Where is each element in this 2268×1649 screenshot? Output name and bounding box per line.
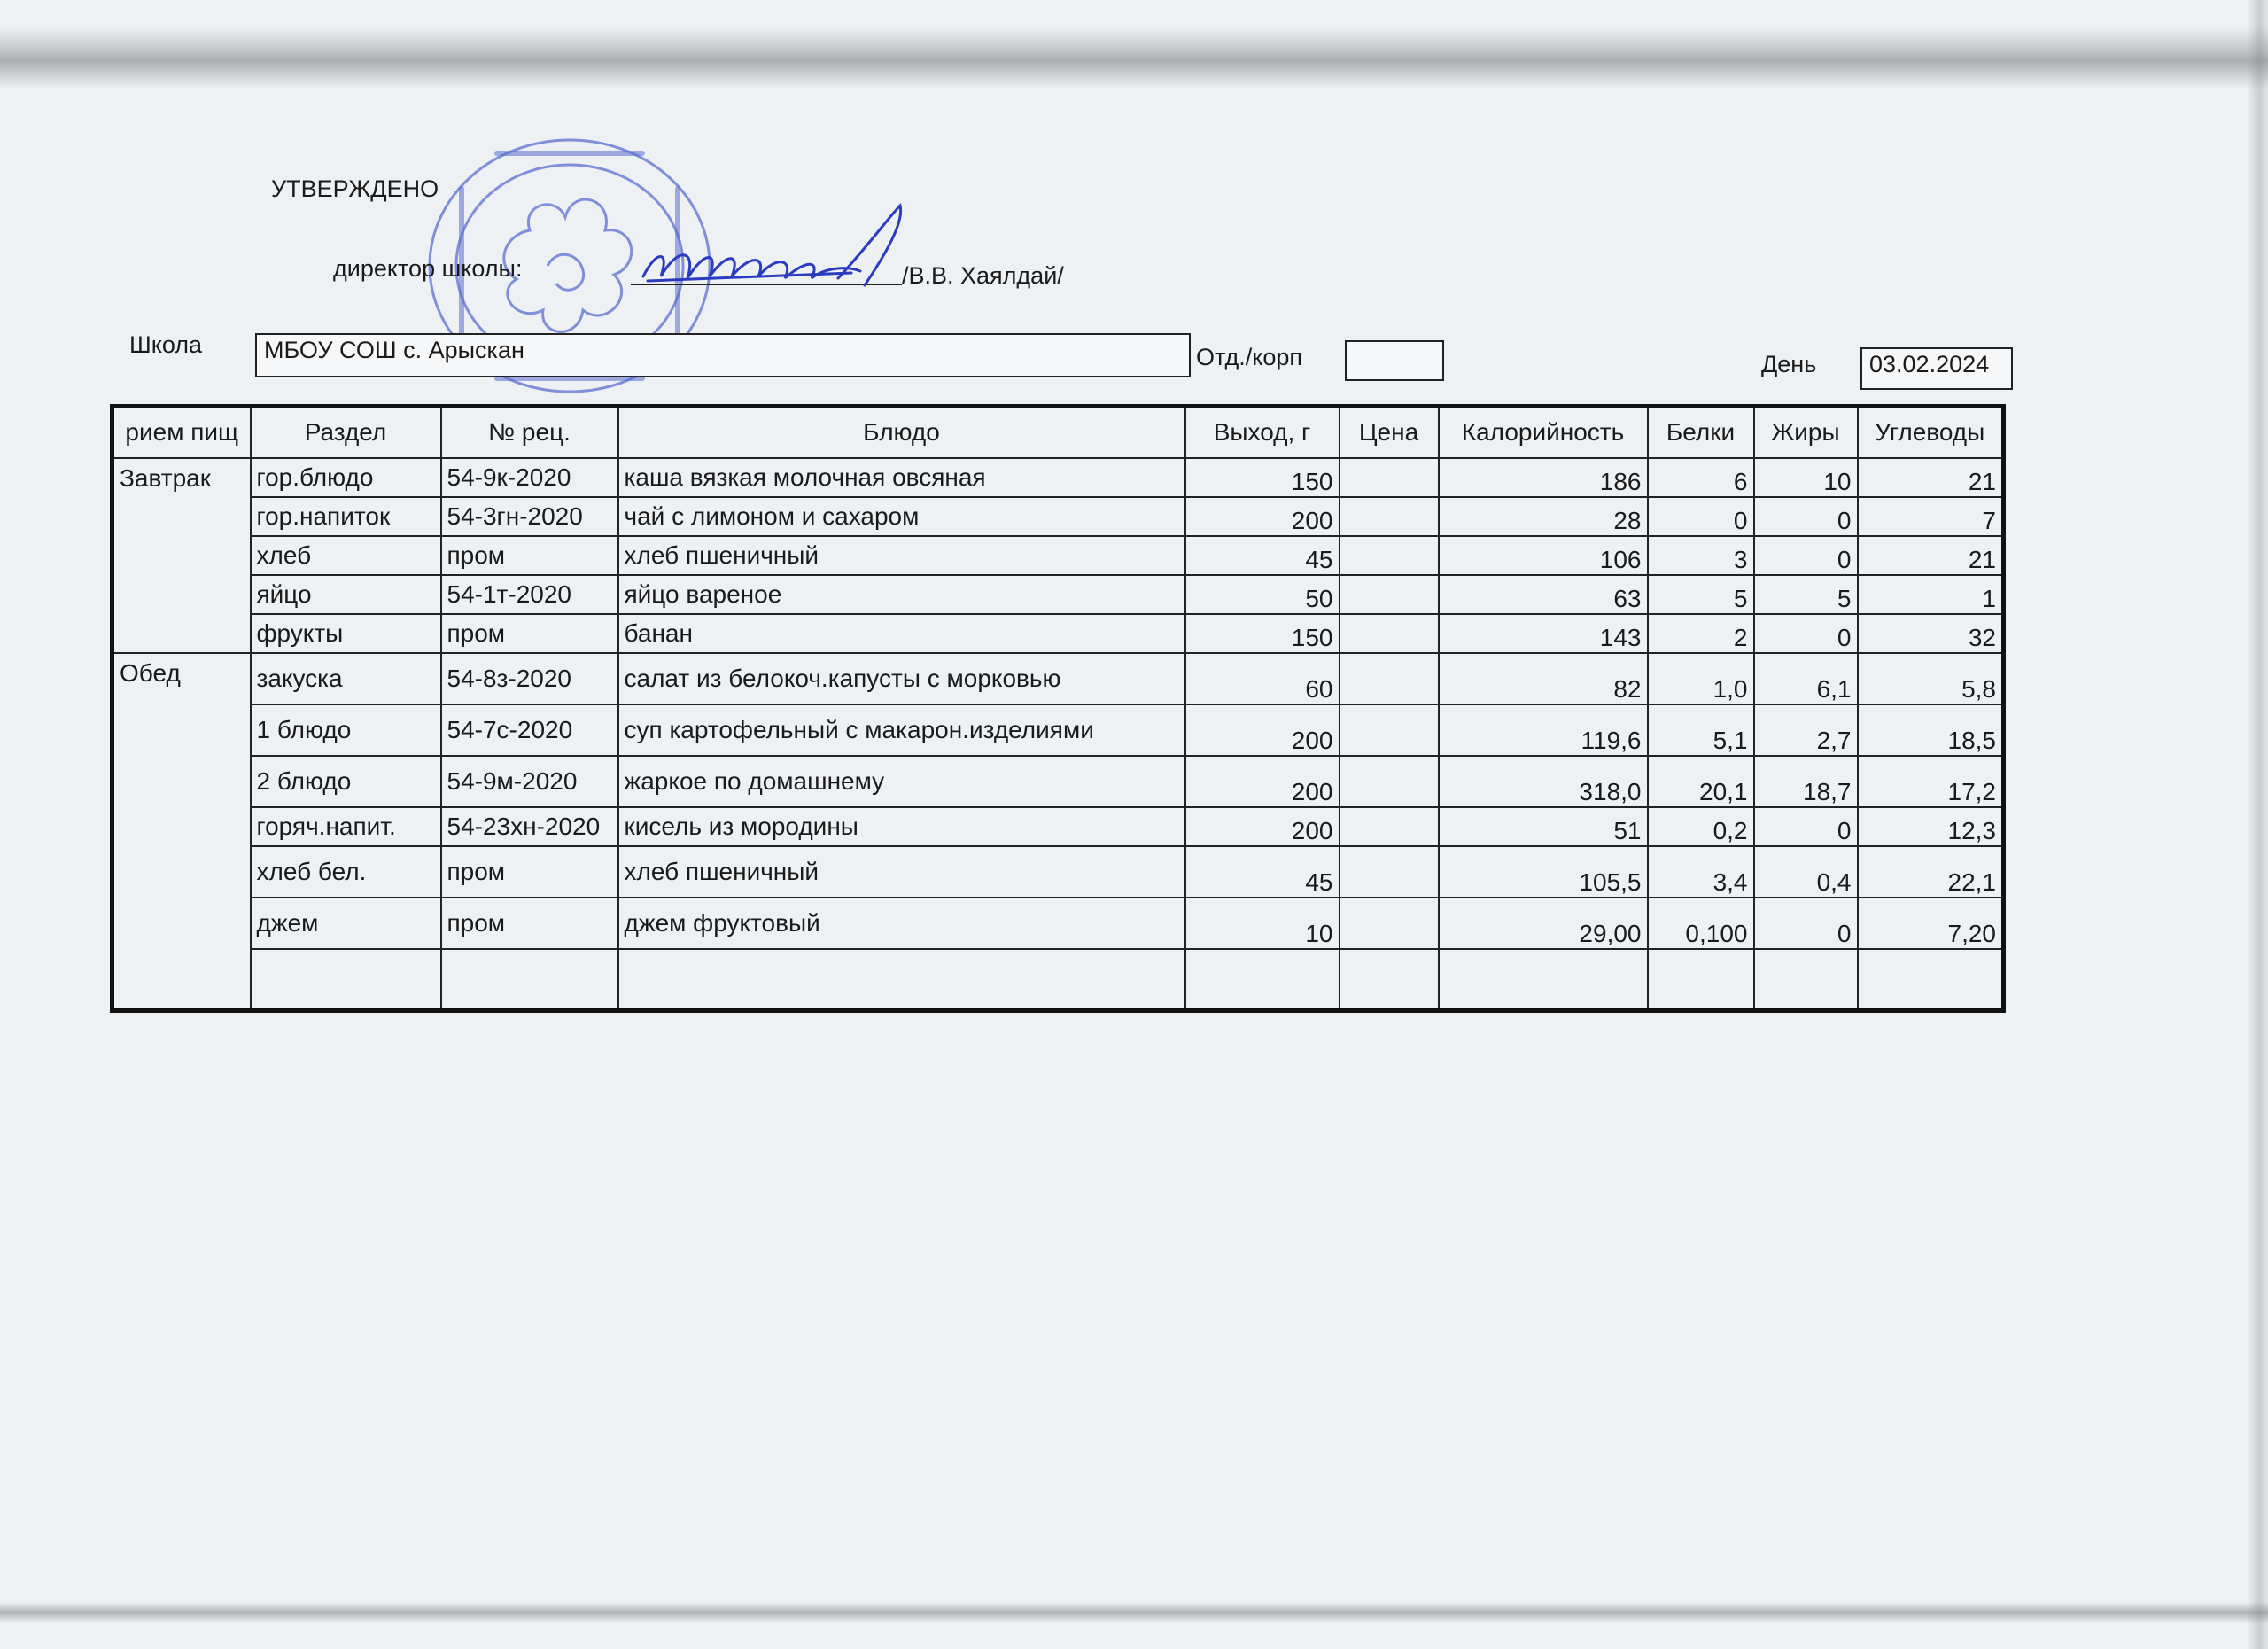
empty-cell <box>1439 949 1648 1011</box>
section-cell: гор.напиток <box>251 497 441 536</box>
menu-table <box>110 404 2006 1013</box>
recipe-cell: пром <box>441 536 618 575</box>
empty-cell <box>618 949 1185 1011</box>
carbs-cell: 17,2 <box>1858 756 2004 807</box>
fat-cell: 0 <box>1754 614 1858 653</box>
empty-cell <box>1648 949 1754 1011</box>
protein-cell: 3,4 <box>1648 846 1754 898</box>
output-cell: 60 <box>1185 653 1340 704</box>
price-cell <box>1340 846 1439 898</box>
price-cell <box>1340 756 1439 807</box>
output-cell: 200 <box>1185 497 1340 536</box>
section-cell: гор.блюдо <box>251 458 441 497</box>
output-cell: 200 <box>1185 756 1340 807</box>
fat-cell: 10 <box>1754 458 1858 497</box>
dish-cell: кисель из мородины <box>618 807 1185 846</box>
dept-field[interactable] <box>1345 340 1444 381</box>
recipe-cell: пром <box>441 614 618 653</box>
kcal-cell: 119,6 <box>1439 704 1648 756</box>
dish-cell: салат из белокоч.капусты с морковью <box>618 653 1185 704</box>
director-label: директор школы: <box>333 255 523 282</box>
fat-cell: 18,7 <box>1754 756 1858 807</box>
col-header-section: Раздел <box>251 407 441 458</box>
section-cell: джем <box>251 898 441 949</box>
director-signature <box>634 197 918 294</box>
protein-cell: 5 <box>1648 575 1754 614</box>
recipe-cell: 54-3гн-2020 <box>441 497 618 536</box>
kcal-cell: 143 <box>1439 614 1648 653</box>
scan-edge-bottom <box>0 1602 2268 1623</box>
section-cell: закуска <box>251 653 441 704</box>
table-header-row <box>113 407 2004 458</box>
dish-cell: банан <box>618 614 1185 653</box>
school-field[interactable]: МБОУ СОШ с. Арыскан <box>255 333 1191 377</box>
recipe-cell: 54-1т-2020 <box>441 575 618 614</box>
col-header-carbs: Углеводы <box>1858 407 2004 458</box>
fat-cell: 0 <box>1754 536 1858 575</box>
price-cell <box>1340 704 1439 756</box>
section-cell: 2 блюдо <box>251 756 441 807</box>
section-cell: хлеб бел. <box>251 846 441 898</box>
price-cell <box>1340 898 1439 949</box>
kcal-cell: 63 <box>1439 575 1648 614</box>
fat-cell: 6,1 <box>1754 653 1858 704</box>
dish-cell: хлеб пшеничный <box>618 536 1185 575</box>
recipe-cell: 54-9м-2020 <box>441 756 618 807</box>
protein-cell: 20,1 <box>1648 756 1754 807</box>
dish-cell: суп картофельный с макарон.изделиями <box>618 704 1185 756</box>
output-cell: 150 <box>1185 614 1340 653</box>
empty-cell <box>1858 949 2004 1011</box>
empty-cell <box>441 949 618 1011</box>
protein-cell: 1,0 <box>1648 653 1754 704</box>
col-header-price: Цена <box>1340 407 1439 458</box>
protein-cell: 3 <box>1648 536 1754 575</box>
recipe-cell: пром <box>441 846 618 898</box>
table-row <box>113 614 2004 653</box>
carbs-cell: 22,1 <box>1858 846 2004 898</box>
kcal-cell: 318,0 <box>1439 756 1648 807</box>
day-field[interactable]: 03.02.2024 <box>1860 347 2013 390</box>
recipe-cell: пром <box>441 898 618 949</box>
col-header-recipe: № рец. <box>441 407 618 458</box>
table-row <box>113 536 2004 575</box>
recipe-cell: 54-9к-2020 <box>441 458 618 497</box>
recipe-cell: 54-23хн-2020 <box>441 807 618 846</box>
empty-cell <box>1340 949 1439 1011</box>
fat-cell: 0 <box>1754 807 1858 846</box>
protein-cell: 0 <box>1648 497 1754 536</box>
empty-cell <box>1185 949 1340 1011</box>
fat-cell: 0 <box>1754 898 1858 949</box>
price-cell <box>1340 497 1439 536</box>
school-label: Школа <box>129 331 203 358</box>
carbs-cell: 7 <box>1858 497 2004 536</box>
empty-cell <box>251 949 441 1011</box>
table-row <box>113 458 2004 497</box>
col-header-output: Выход, г <box>1185 407 1340 458</box>
carbs-cell: 21 <box>1858 458 2004 497</box>
output-cell: 200 <box>1185 704 1340 756</box>
carbs-cell: 21 <box>1858 536 2004 575</box>
carbs-cell: 7,20 <box>1858 898 2004 949</box>
meal-cell-breakfast: Завтрак <box>113 458 251 653</box>
section-cell: 1 блюдо <box>251 704 441 756</box>
recipe-cell: 54-7с-2020 <box>441 704 618 756</box>
table-row <box>113 846 2004 898</box>
dish-cell: хлеб пшеничный <box>618 846 1185 898</box>
output-cell: 50 <box>1185 575 1340 614</box>
scan-edge-right <box>2247 0 2268 1649</box>
scan-edge-top <box>0 27 2268 89</box>
price-cell <box>1340 653 1439 704</box>
fat-cell: 2,7 <box>1754 704 1858 756</box>
protein-cell: 5,1 <box>1648 704 1754 756</box>
protein-cell: 6 <box>1648 458 1754 497</box>
table-row <box>113 653 2004 704</box>
kcal-cell: 186 <box>1439 458 1648 497</box>
price-cell <box>1340 807 1439 846</box>
carbs-cell: 5,8 <box>1858 653 2004 704</box>
price-cell <box>1340 458 1439 497</box>
table-row <box>113 756 2004 807</box>
output-cell: 45 <box>1185 536 1340 575</box>
output-cell: 45 <box>1185 846 1340 898</box>
kcal-cell: 105,5 <box>1439 846 1648 898</box>
fat-cell: 0,4 <box>1754 846 1858 898</box>
section-cell: хлеб <box>251 536 441 575</box>
dept-label: Отд./корп <box>1196 344 1302 370</box>
col-header-meal: риeм пищ <box>113 407 251 458</box>
protein-cell: 0,2 <box>1648 807 1754 846</box>
carbs-cell: 32 <box>1858 614 2004 653</box>
col-header-kcal: Калорийность <box>1439 407 1648 458</box>
output-cell: 150 <box>1185 458 1340 497</box>
fat-cell: 5 <box>1754 575 1858 614</box>
kcal-cell: 29,00 <box>1439 898 1648 949</box>
kcal-cell: 82 <box>1439 653 1648 704</box>
dish-cell: джем фруктовый <box>618 898 1185 949</box>
table-row-empty <box>113 949 2004 1011</box>
kcal-cell: 51 <box>1439 807 1648 846</box>
price-cell <box>1340 575 1439 614</box>
carbs-cell: 1 <box>1858 575 2004 614</box>
dish-cell: жаркое по домашнему <box>618 756 1185 807</box>
empty-cell <box>1754 949 1858 1011</box>
price-cell <box>1340 614 1439 653</box>
fat-cell: 0 <box>1754 497 1858 536</box>
table-row <box>113 497 2004 536</box>
col-header-fat: Жиры <box>1754 407 1858 458</box>
day-label: День <box>1761 351 1817 377</box>
col-header-protein: Белки <box>1648 407 1754 458</box>
col-header-dish: Блюдо <box>618 407 1185 458</box>
carbs-cell: 12,3 <box>1858 807 2004 846</box>
output-cell: 200 <box>1185 807 1340 846</box>
table-row <box>113 898 2004 949</box>
table-row <box>113 575 2004 614</box>
recipe-cell: 54-8з-2020 <box>441 653 618 704</box>
protein-cell: 0,100 <box>1648 898 1754 949</box>
output-cell: 10 <box>1185 898 1340 949</box>
dish-cell: чай с лимоном и сахаром <box>618 497 1185 536</box>
approval-title: УТВЕРЖДЕНО <box>271 175 439 202</box>
section-cell: горяч.напит. <box>251 807 441 846</box>
section-cell: яйцо <box>251 575 441 614</box>
dish-cell: каша вязкая молочная овсяная <box>618 458 1185 497</box>
carbs-cell: 18,5 <box>1858 704 2004 756</box>
table-row <box>113 704 2004 756</box>
kcal-cell: 106 <box>1439 536 1648 575</box>
protein-cell: 2 <box>1648 614 1754 653</box>
director-name: /В.В. Хаялдай/ <box>902 262 1064 289</box>
kcal-cell: 28 <box>1439 497 1648 536</box>
dish-cell: яйцо вареное <box>618 575 1185 614</box>
meal-cell-lunch: Обед <box>113 653 251 1011</box>
table-row <box>113 807 2004 846</box>
section-cell: фрукты <box>251 614 441 653</box>
price-cell <box>1340 536 1439 575</box>
